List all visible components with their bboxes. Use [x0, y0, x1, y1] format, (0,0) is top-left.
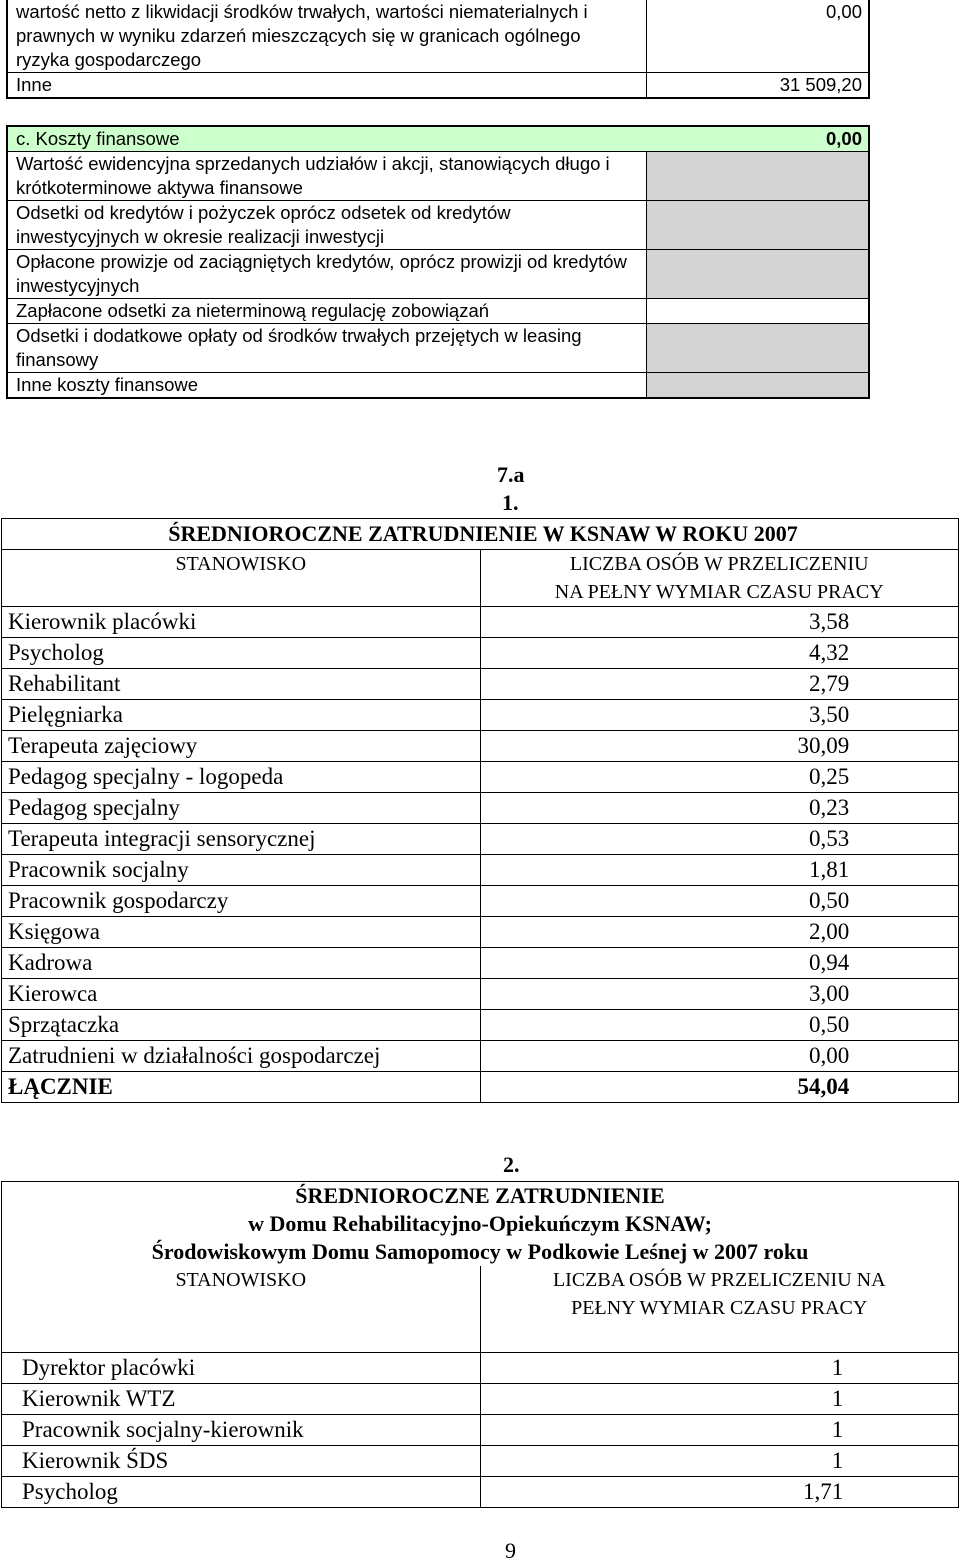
empty-value-cell: [646, 373, 869, 399]
position-name: Kadrowa: [2, 948, 481, 979]
total-value: 54,04: [797, 1074, 850, 1099]
table-row: [2, 700, 959, 731]
total-row: [2, 1072, 959, 1103]
row-label: wartość netto z likwidacji środków trwałych, wartości niematerialnych i prawnych w wyniku zdarzeń mieszczących się w granicach ogólnego ryzyka gospodarczego: [7, 0, 647, 73]
column-header-line: NA PEŁNY WYMIAR CZASU PRACY: [554, 581, 884, 603]
headcount-value: 1: [831, 1448, 844, 1473]
headcount-value: 0,25: [809, 764, 850, 789]
empty-value-cell: [646, 201, 869, 250]
table-row: [2, 979, 959, 1010]
headcount-cell: [480, 762, 959, 793]
position-name: Pedagog specjalny: [2, 793, 481, 824]
position-name: Pracownik gospodarczy: [2, 886, 481, 917]
position-name: Psycholog: [2, 1477, 481, 1508]
position-name: Dyrektor placówki: [2, 1353, 481, 1384]
table-row: [2, 1446, 959, 1477]
headcount-value: 0,00: [809, 1043, 850, 1068]
position-name: Kierownik WTZ: [2, 1384, 481, 1415]
table-row: [2, 669, 959, 700]
position-name: Rehabilitant: [2, 669, 481, 700]
headcount-cell: [480, 1446, 959, 1477]
headcount-cell: [480, 1477, 959, 1508]
table-row: [7, 73, 869, 99]
position-name: Pedagog specjalny - logopeda: [2, 762, 481, 793]
headcount-value: 4,32: [809, 640, 850, 665]
section-mark: 1.: [502, 490, 519, 515]
headcount-cell: [480, 669, 959, 700]
position-name: Terapeuta integracji sensorycznej: [2, 824, 481, 855]
table-row: [2, 607, 959, 638]
position-name: Pracownik socjalny-kierownik: [2, 1415, 481, 1446]
headcount-value: 3,50: [809, 702, 850, 727]
table-row: [7, 299, 869, 324]
headcount-cell: [480, 824, 959, 855]
headcount-value: 2,00: [809, 919, 850, 944]
table-row: [2, 793, 959, 824]
headcount-value: 1: [831, 1417, 844, 1442]
row-label: Wartość ewidencyjna sprzedanych udziałów i akcji, stanowiących długo i krótkoterminowe aktywa finansowe: [7, 152, 646, 201]
headcount-cell: [480, 793, 959, 824]
row-label: Odsetki i dodatkowe opłaty od środków trwałych przejętych w leasing finansowy: [7, 324, 646, 373]
headcount-cell: [480, 638, 959, 669]
headcount-cell: [480, 979, 959, 1010]
income-table: [6, 0, 870, 99]
position-name: Kierownik ŚDS: [2, 1446, 481, 1477]
table-title-line: ŚREDNIOROCZNE ZATRUDNIENIE: [295, 1183, 665, 1208]
empty-value-cell: [646, 152, 869, 201]
empty-value-cell: [646, 324, 869, 373]
headcount-value: 3,58: [809, 609, 850, 634]
table-row: [2, 917, 959, 948]
table-title-line: Środowiskowym Domu Samopomocy w Podkowie Leśnej w 2007 roku: [151, 1239, 809, 1264]
headcount-value: 0,50: [809, 888, 850, 913]
row-label: Odsetki od kredytów i pożyczek oprócz odsetek od kredytów inwestycyjnych w okresie realizacji inwestycji: [7, 201, 646, 250]
position-name: Pielęgniarka: [2, 700, 481, 731]
total-label: ŁĄCZNIE: [2, 1072, 481, 1103]
headcount-cell: [480, 607, 959, 638]
headcount-cell: [480, 917, 959, 948]
headcount-cell: [480, 886, 959, 917]
table-row: [7, 373, 869, 399]
headcount-cell: [480, 1353, 959, 1384]
table-title-row: [2, 519, 959, 550]
headcount-value: 2,79: [809, 671, 850, 696]
table-row: [2, 1384, 959, 1415]
table-row: [7, 250, 869, 299]
column-header-count: [480, 1266, 959, 1353]
table-header-row: [7, 126, 869, 152]
headcount-value: 0,94: [809, 950, 850, 975]
table-header-row: [2, 550, 959, 607]
headcount-cell: [480, 700, 959, 731]
table-row: [2, 1041, 959, 1072]
row-label: Inne: [7, 73, 647, 99]
headcount-value: 0,53: [809, 826, 850, 851]
section-mark: 2.: [503, 1152, 520, 1177]
table-row: [2, 731, 959, 762]
table-row: [2, 1353, 959, 1384]
column-header-position: STANOWISKO: [2, 550, 481, 607]
headcount-value: 1,71: [803, 1479, 844, 1504]
total-cell: [480, 1072, 959, 1103]
empty-value-cell: [646, 250, 869, 299]
table-row: [2, 1415, 959, 1446]
table-row: [2, 1010, 959, 1041]
page-number: 9: [505, 1538, 516, 1563]
table-row: [7, 201, 869, 250]
table-row: [7, 324, 869, 373]
section-total: 0,00: [646, 126, 869, 152]
position-name: Kierownik placówki: [2, 607, 481, 638]
headcount-cell: [480, 855, 959, 886]
column-header-position: STANOWISKO: [2, 1266, 481, 1353]
position-name: Pracownik socjalny: [2, 855, 481, 886]
row-label: Opłacone prowizje od zaciągniętych kredytów, oprócz prowizji od kredytów inwestycyjnych: [7, 250, 646, 299]
employment-table-dro-sds: [1, 1181, 959, 1508]
table-title: [2, 1182, 959, 1267]
row-label: Zapłacone odsetki za nieterminową regulację zobowiązań: [7, 299, 646, 324]
section-heading: c. Koszty finansowe: [7, 126, 646, 152]
table-row: [7, 152, 869, 201]
table-row: [7, 0, 869, 73]
table-row: [2, 855, 959, 886]
position-name: Księgowa: [2, 917, 481, 948]
headcount-cell: [480, 1384, 959, 1415]
row-value: 31 509,20: [647, 73, 870, 99]
headcount-value: 1,81: [809, 857, 850, 882]
column-header-count: [480, 550, 959, 607]
headcount-value: 3,00: [809, 981, 850, 1006]
row-value: 0,00: [647, 0, 870, 73]
headcount-value: 1: [831, 1386, 844, 1411]
headcount-cell: [480, 731, 959, 762]
headcount-value: 30,09: [797, 733, 850, 758]
position-name: Zatrudnieni w działalności gospodarczej: [2, 1041, 481, 1072]
table-row: [2, 886, 959, 917]
empty-value-cell: [646, 299, 869, 324]
table-row: [2, 1477, 959, 1508]
position-name: Psycholog: [2, 638, 481, 669]
row-label: Inne koszty finansowe: [7, 373, 646, 399]
headcount-value: 0,50: [809, 1012, 850, 1037]
headcount-value: 0,23: [809, 795, 850, 820]
section-mark: 7.a: [497, 462, 525, 487]
table-title-row: [2, 1182, 959, 1267]
column-header-line: PEŁNY WYMIAR CZASU PRACY: [571, 1297, 868, 1319]
employment-table-ksnaw: [1, 518, 959, 1103]
position-name: Sprzątaczka: [2, 1010, 481, 1041]
table-title: ŚREDNIOROCZNE ZATRUDNIENIE W KSNAW W ROKU 2007: [2, 519, 959, 550]
table-row: [2, 762, 959, 793]
headcount-cell: [480, 948, 959, 979]
financial-costs-table: [6, 125, 870, 399]
headcount-cell: [480, 1010, 959, 1041]
position-name: Terapeuta zajęciowy: [2, 731, 481, 762]
headcount-cell: [480, 1415, 959, 1446]
table-title-line: w Domu Rehabilitacyjno-Opiekuńczym KSNAW;: [248, 1211, 712, 1236]
table-header-row: [2, 1266, 959, 1353]
table-row: [2, 824, 959, 855]
column-header-line: LICZBA OSÓB W PRZELICZENIU: [569, 553, 869, 575]
table-row: [2, 948, 959, 979]
table-row: [2, 638, 959, 669]
column-header-line: LICZBA OSÓB W PRZELICZENIU NA: [552, 1269, 886, 1291]
position-name: Kierowca: [2, 979, 481, 1010]
headcount-cell: [480, 1041, 959, 1072]
headcount-value: 1: [831, 1355, 844, 1380]
